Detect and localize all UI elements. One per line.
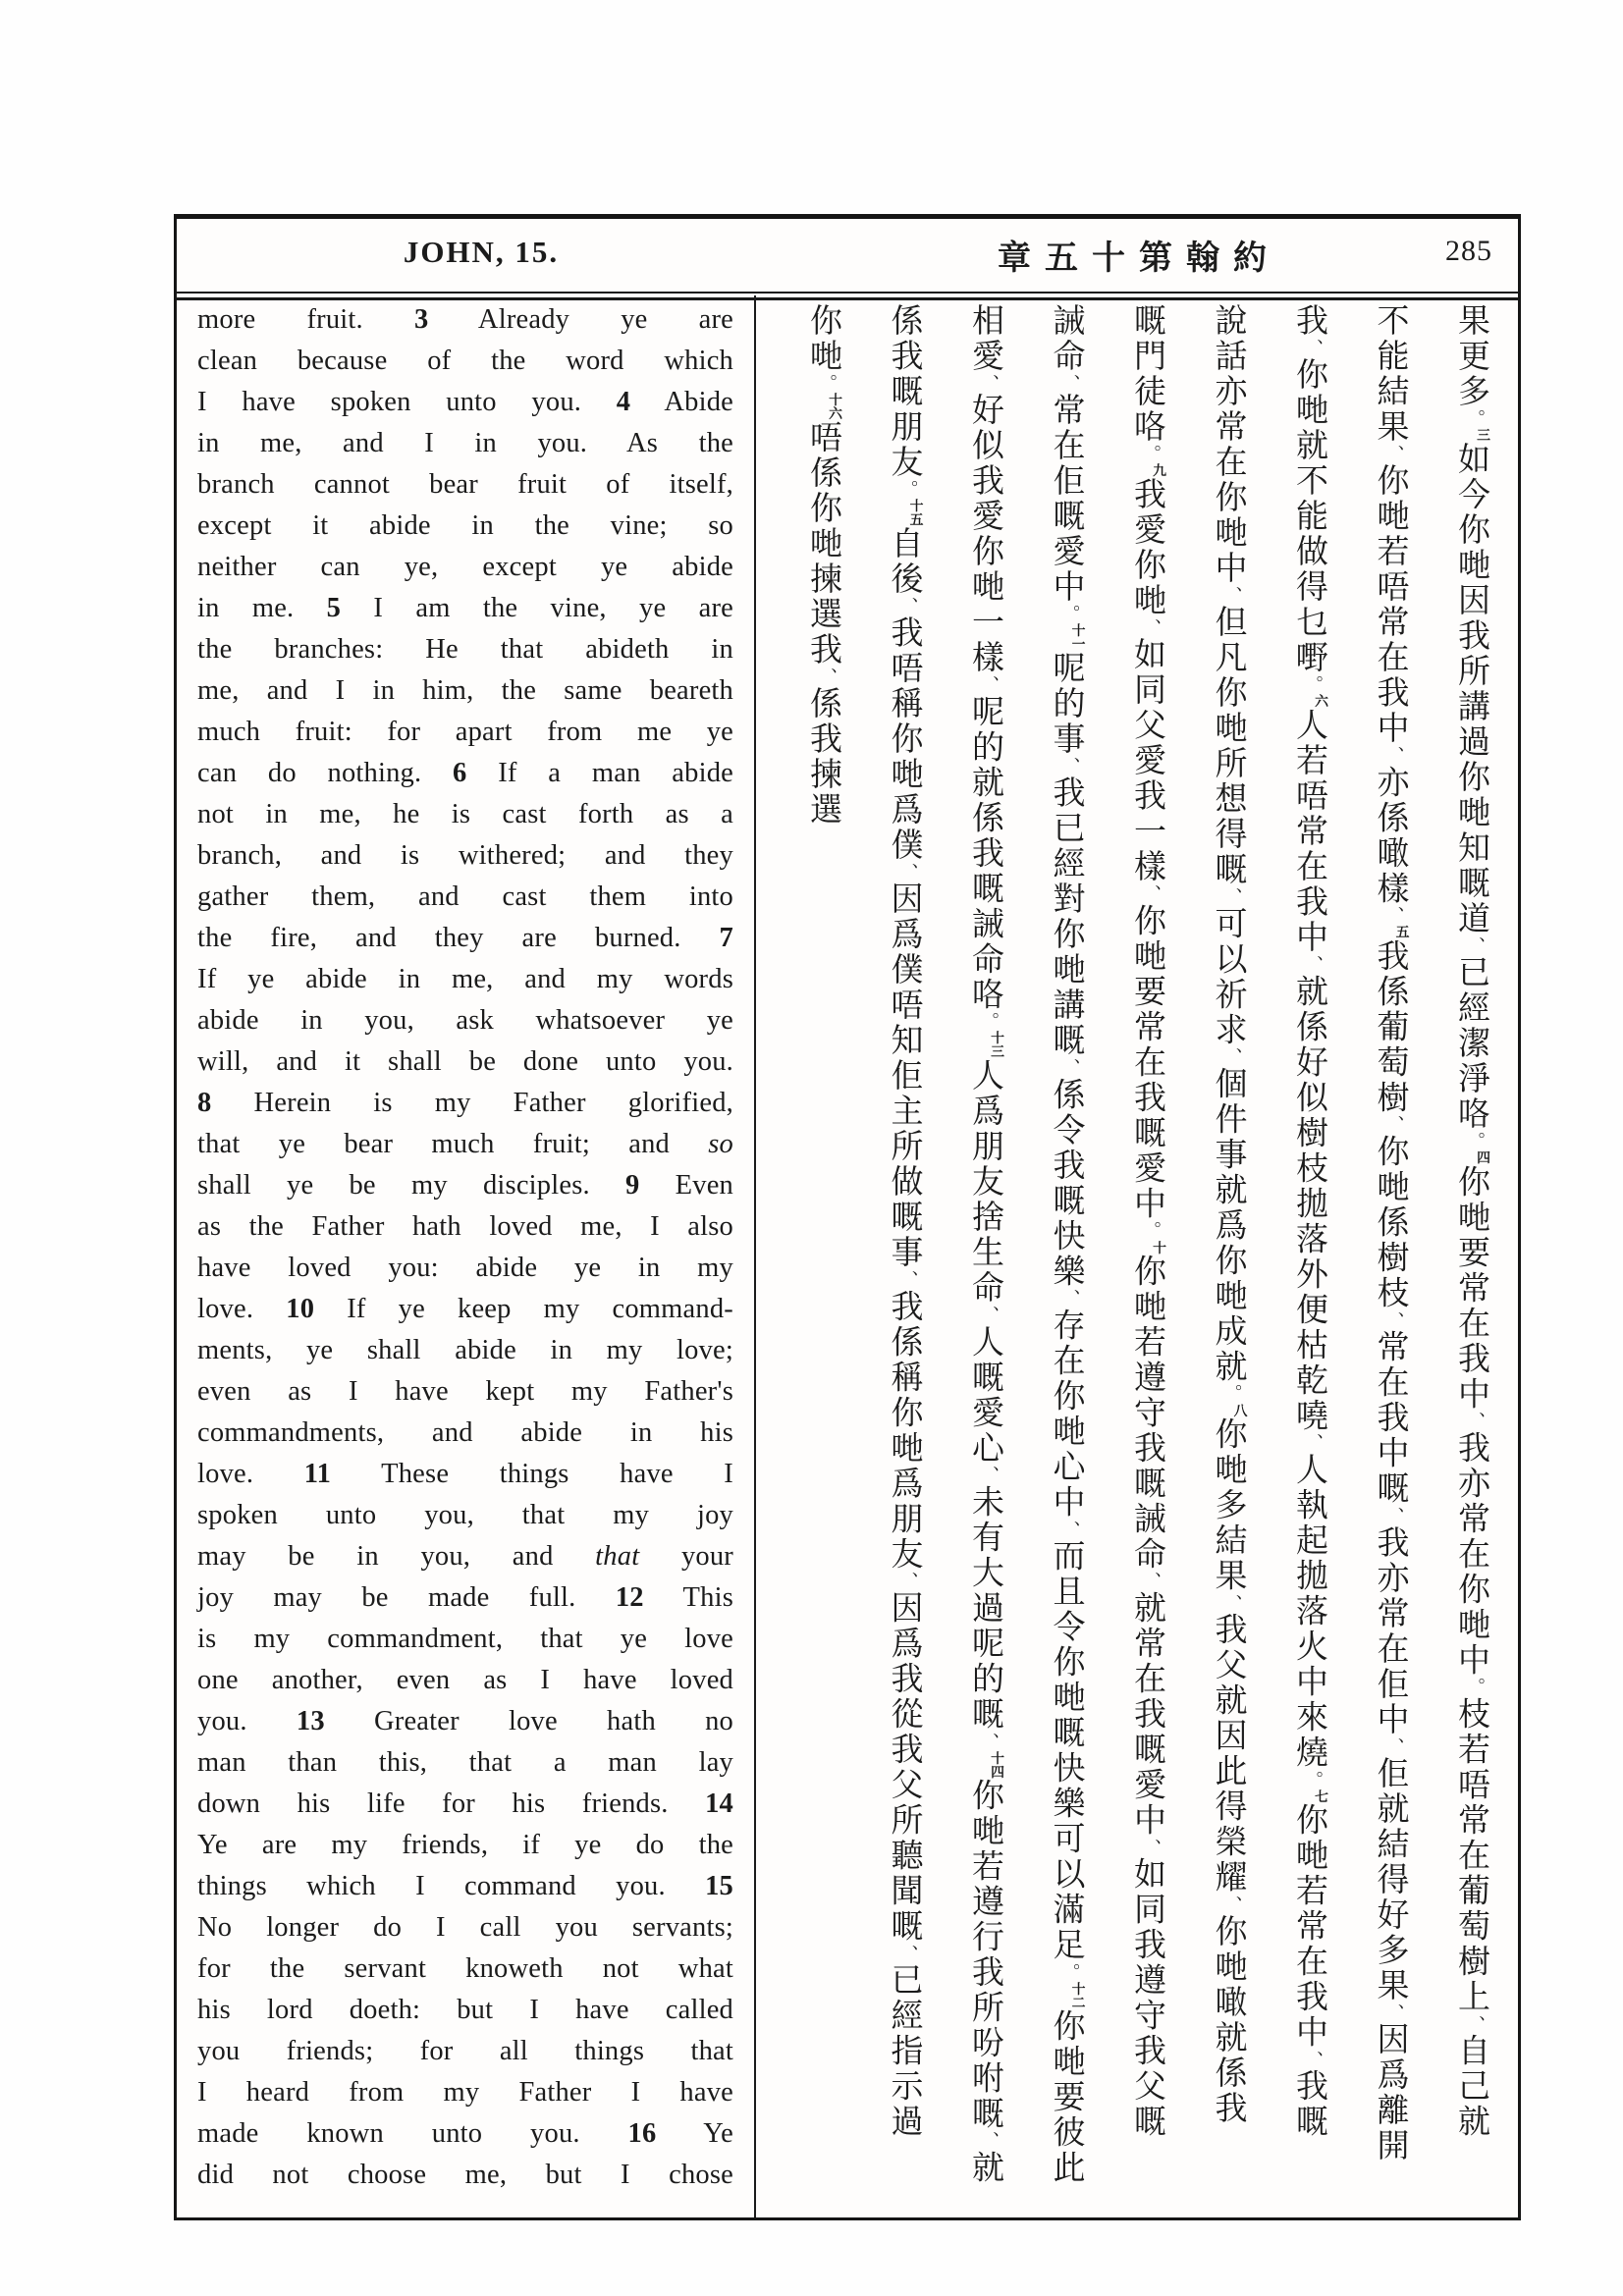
english-line: If ye abide in me, and my words [197, 964, 733, 994]
english-line: did not choose me, but I chose [197, 2160, 733, 2190]
english-line: spoken unto you, that my joy [197, 1500, 733, 1530]
english-text [197, 299, 733, 2196]
verse-number-marker: 五 [1393, 925, 1409, 939]
verse-number-marker: 十五 [907, 499, 923, 526]
english-line: the branches: He that abideth in [197, 634, 733, 665]
header-english-title: JOHN, 15. [403, 235, 560, 269]
english-line: branch, and is withered; and they [197, 840, 733, 871]
english-line: can do nothing. 6 If a man abide [197, 758, 733, 788]
chinese-column: 我、你哋就不能做得乜嘢。六人若唔常在我中、就係好似樹枝拋落外便枯乾嘵、人執起拋落火中來燒。七你哋若常在我中、我嘅 [1291, 303, 1327, 2140]
english-line: made known unto you. 16 Ye [197, 2118, 733, 2149]
verse-number-marker: 六 [1313, 694, 1327, 709]
english-line: 8 Herein is my Father glorified, [197, 1088, 733, 1118]
verse-number-marker: 十二 [1069, 1981, 1085, 2009]
english-line: except it abide in the vine; so [197, 510, 733, 541]
chinese-column: 誡命、常在佢嘅愛中。十一呢的事、我已經對你哋講嘅、係令我嘅快樂、存在你哋心中、而且令你哋嘅快樂可以滿足。十二你哋要彼此 [1048, 303, 1085, 2186]
english-line: may be in you, and that your [197, 1541, 733, 1572]
chinese-column: 嘅門徒咯。九我愛你哋、如同父愛我一樣、你哋要常在我嘅愛中。十你哋若遵守我嘅誡命、就常在我嘅愛中、如同我遵守我父嘅 [1129, 303, 1165, 2140]
english-line: gather them, and cast them into [197, 881, 733, 912]
english-line: more fruit. 3 Already ye are [197, 304, 733, 335]
verse-number-marker: 十四 [989, 1750, 1003, 1779]
english-line: neither can ye, except ye abide [197, 552, 733, 582]
verse-number-marker: 十三 [989, 1031, 1003, 1059]
page-border-frame [174, 214, 1521, 2220]
english-line: much fruit: for apart from me ye [197, 717, 733, 747]
english-line: shall ye be my disciples. 9 Even [197, 1170, 734, 1201]
verse-number-marker: 八 [1231, 1403, 1247, 1417]
verse-number-marker: 九 [1151, 463, 1165, 478]
english-line: branch cannot bear fruit of itself, [197, 469, 733, 500]
chinese-column: 相愛、好似我愛你哋一樣、呢的就係我嘅誡命咯。十三人爲朋友捨生命、人嘅愛心、未有大過呢的嘅、十四你哋若遵行我所吩咐嘅、就 [967, 303, 1003, 2186]
verse-number-marker: 十 [1151, 1240, 1165, 1255]
verse-number-marker: 七 [1313, 1789, 1327, 1803]
english-line: in me. 5 I am the vine, ye are [197, 593, 733, 623]
english-line: things which I command you. 15 [197, 1871, 733, 1901]
english-line: not in me, he is cast forth as a [197, 799, 733, 829]
chinese-column: 你哋。十六唔係你哋揀選我、係我揀選 [805, 303, 841, 828]
verse-number-marker: 四 [1475, 1150, 1489, 1165]
english-line: his lord doeth: but I have called [197, 1995, 733, 2025]
english-line: abide in you, ask whatsoever ye [197, 1005, 733, 1036]
page-header [177, 219, 1518, 292]
english-line: man than this, that a man lay [197, 1747, 733, 1778]
english-line: in me, and I in you. As the [197, 428, 733, 458]
header-chinese-title: 章五十第翰約 [998, 240, 1280, 277]
english-line: have loved you: abide ye in my [197, 1253, 733, 1283]
english-line: Ye are my friends, if ye do the [197, 1830, 733, 1860]
page-number: 285 [1445, 235, 1492, 267]
verse-number-marker: 十一 [1069, 623, 1085, 652]
english-line: for the servant knoweth not what [197, 1953, 733, 1984]
chinese-column: 說話亦常在你哋中、但凡你哋所想得嘅、可以祈求、個件事就爲你哋成就。八你哋多結果、我父就因此得榮耀、你哋噉就係我 [1210, 303, 1247, 2126]
english-line: is my commandment, that ye love [197, 1624, 733, 1654]
english-line: No longer do I call you servants; [197, 1912, 733, 1943]
chinese-text [767, 303, 1511, 2214]
english-line: one another, even as I have loved [197, 1665, 733, 1695]
verse-number-marker: 十六 [827, 393, 841, 420]
english-line: ments, ye shall abide in my love; [197, 1335, 733, 1365]
english-line: as the Father hath loved me, I also [197, 1211, 733, 1242]
english-line: love. 11 These things have I [197, 1459, 733, 1489]
english-line: even as I have kept my Father's [197, 1376, 733, 1407]
english-line: I heard from my Father I have [197, 2077, 733, 2108]
english-line: me, and I in him, the same beareth [197, 675, 733, 706]
verse-number-marker: 三 [1475, 428, 1489, 443]
english-line: that ye bear much fruit; and so [197, 1129, 733, 1159]
english-line: commandments, and abide in his [197, 1417, 733, 1448]
english-line: the fire, and they are burned. 7 [197, 923, 733, 953]
english-line: will, and it shall be done unto you. [197, 1046, 733, 1077]
english-line: joy may be made full. 12 This [197, 1582, 733, 1613]
english-line: clean because of the word which [197, 346, 733, 376]
chinese-column: 不能結果、你哋若唔常在我中、亦係噉樣、五我係葡萄樹、你哋係樹枝、常在我中嘅、我亦常在佢中、佢就結得好多果、因爲離開 [1372, 303, 1409, 2164]
english-line: you friends; for all things that [197, 2036, 733, 2066]
english-line: love. 10 If ye keep my command- [197, 1294, 733, 1324]
chinese-column: 果更多。三如今你哋因我所講過你哋知嘅道、已經潔淨咯。四你哋要常在我中、我亦常在你哋中。枝若唔常在葡萄樹上、自己就 [1453, 303, 1489, 2140]
english-line: down his life for his friends. 14 [197, 1789, 733, 1819]
column-divider-rule [754, 295, 756, 2217]
english-line: you. 13 Greater love hath no [197, 1706, 733, 1736]
english-line: I have spoken unto you. 4 Abide [197, 387, 734, 417]
chinese-column: 係我嘅朋友。十五自後、我唔稱你哋爲僕、因爲僕唔知佢主所做嘅事、我係稱你哋爲朋友、因爲我從我父所聽聞嘅、已經指示過 [886, 303, 923, 2140]
